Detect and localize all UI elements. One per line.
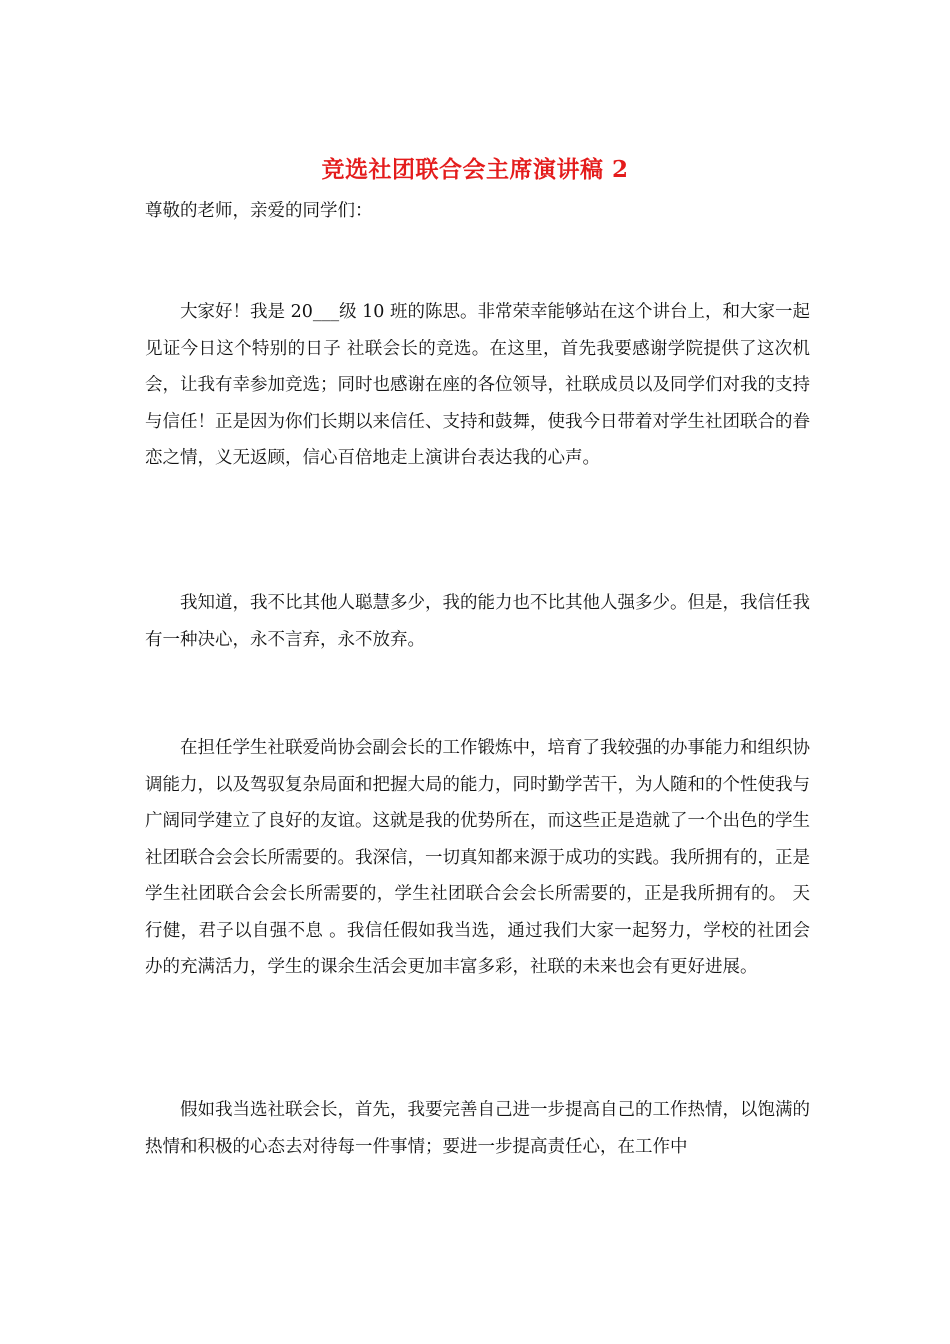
document-title: 竞选社团联合会主席演讲稿 2	[321, 156, 629, 183]
paragraph-2: 我知道，我不比其他人聪慧多少，我的能力也不比其他人强多少。但是，我信任我有一种决心，永不言弃，永不放弃。	[145, 593, 810, 650]
salutation: 尊敬的老师，亲爱的同学们：	[145, 201, 373, 221]
paragraph-3: 在担任学生社联爱尚协会副会长的工作锻炼中，培育了我较强的办事能力和组织协调能力，以及驾驭复杂局面和把握大局的能力，同时勤学苦干，为人随和的个性使我与广阔同学建立了良好的友谊。这就是我的优势所在，而这些正是造就了一个出色的学生社团联合会会长所需要的。我深信，一切真知都来源于成功的实践。我所拥有的，正是学生社团联合会会长所需要的，学生社团联合会会长所需要的，正是我所拥有的。 天行健，君子以自强不息 。我信任假如我当选，通过我们大家一起努力，学校的社团会办的充满活力，学生的课余生活会更加丰富多彩，社联的未来也会有更好进展。	[145, 738, 810, 977]
paragraph-1: 大家好！我是 20___级 10 班的陈思。非常荣幸能够站在这个讲台上，和大家一起见证今日这个特别的日子 社联会长的竞选。在这里，首先我要感谢学院提供了这次机会，让我有幸参加竞选；同时也感谢在座的各位领导，社联成员以及同学们对我的支持与信任！正是因为你们长期以来信任、支持和鼓舞，使我今日带着对学生社团联合的眷恋之情，义无返顾，信心百倍地走上演讲台表达我的心声。	[145, 302, 810, 468]
paragraph-4: 假如我当选社联会长，首先，我要完善自己进一步提高自己的工作热情，以饱满的热情和积极的心态去对待每一件事情；要进一步提高责任心，在工作中	[145, 1100, 810, 1157]
